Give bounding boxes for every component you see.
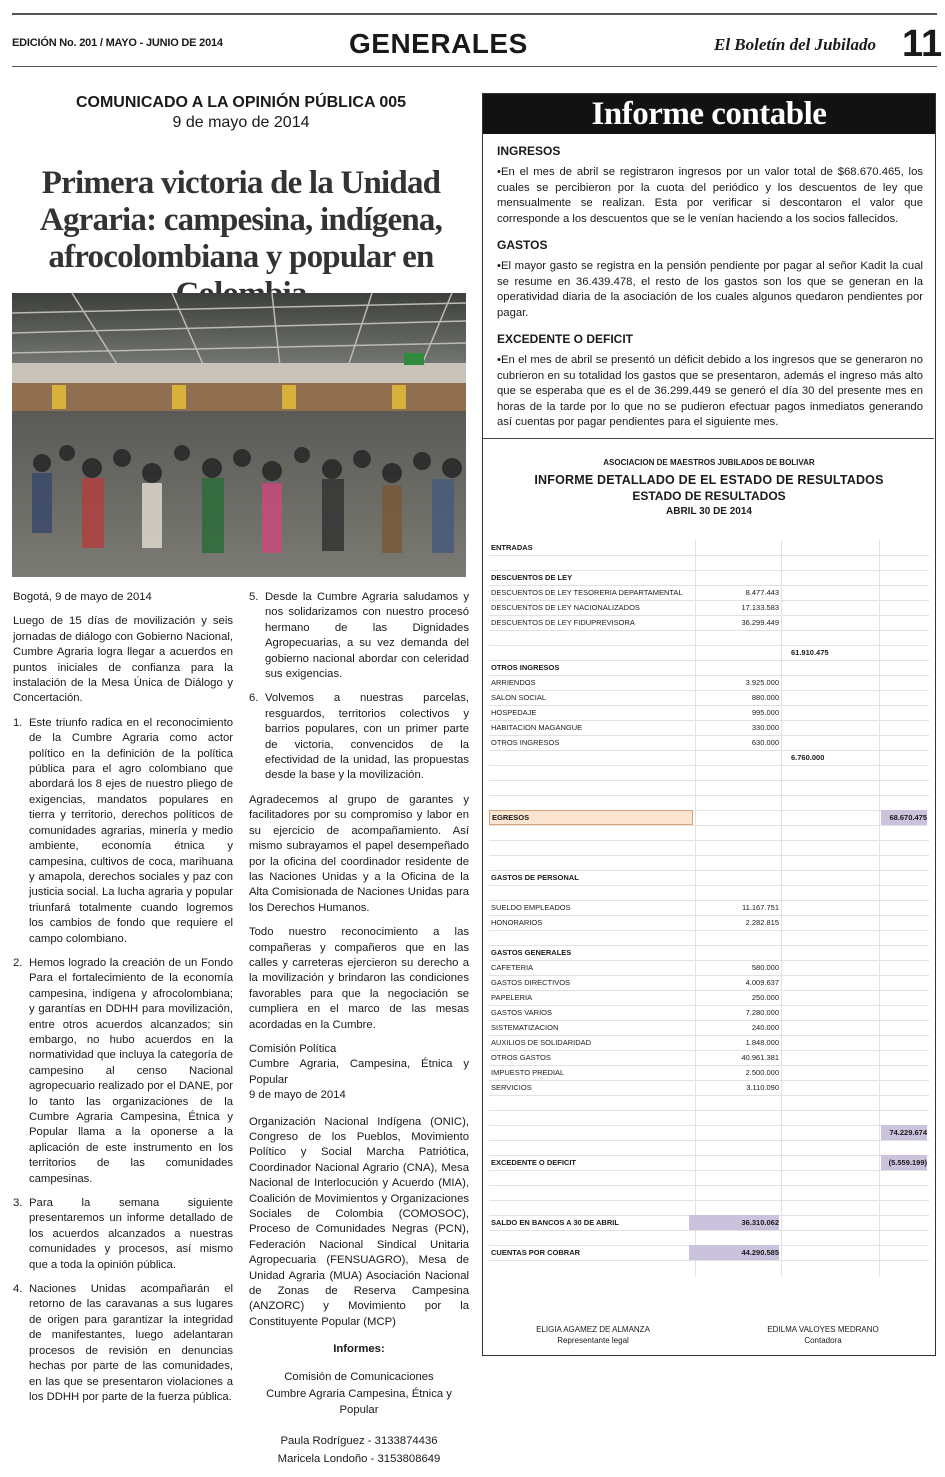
- deficit-heading: EXCEDENTE O DEFICIT: [497, 332, 634, 347]
- table-row: [489, 1080, 929, 1096]
- table-row: [489, 705, 929, 721]
- table-row: [489, 780, 929, 796]
- row-label: ENTRADAS: [491, 543, 533, 552]
- row-value: 61.910.475: [791, 648, 829, 657]
- statement-organization: ASOCIACION DE MAESTROS JUBILADOS DE BOLIVAR: [603, 458, 815, 467]
- article-headline: Primera victoria de la Unidad Agraria: campesina, indígena, afrocolombiana y popular en: [39, 165, 443, 275]
- row-value: 880.000: [751, 693, 779, 702]
- table-row: [489, 735, 929, 751]
- report-body: [483, 134, 935, 431]
- article-kicker-date: 9 de mayo de 2014: [172, 114, 310, 131]
- table-row: [489, 1230, 929, 1246]
- row-value: 8.477.443: [745, 588, 779, 597]
- table-row: [489, 870, 929, 886]
- row-value: 44.290.585: [689, 1245, 779, 1260]
- row-label: HONORARIOS: [491, 918, 543, 927]
- row-label: GASTOS DIRECTIVOS: [491, 978, 571, 987]
- table-row: [489, 1200, 929, 1216]
- table-row: [489, 1095, 929, 1111]
- row-label: GASTOS VARIOS: [491, 1008, 552, 1017]
- table-row: [489, 690, 929, 706]
- publication-name: El Boletín del Jubilado: [714, 35, 876, 54]
- table-row: [489, 930, 929, 946]
- list-item: 4. Naciones Unidas acompañarán el retorno de las caravanas a sus lugares de origen para garantizar la integridad de manifestantes, luego adelantaran procesos de revisión en denuncias hechas por parte de las comunidades, en las que se presentaron violaciones a los DDHH por parte de la fuerza pública.: [13, 1283, 233, 1403]
- deficit-text: •En el mes de abril se presentó un déficit debido a los ingresos que se generaron no cubrieron en su totalidad los gastos que se presentaron, además el ingreso más alto que se esperaba que es el de 36.299.449 se generó el día 30 del presente mes en horas de la tarde por lo que no se pudieron efectuar pagos inmediatos generando así cuentas por pagar pendientes para el siguiente mes.: [497, 354, 923, 429]
- row-label: SUELDO EMPLEADOS: [491, 903, 571, 912]
- row-label: HABITACION MAGANGUE: [491, 723, 583, 732]
- row-value: 330.000: [751, 723, 779, 732]
- row-label: ARRIENDOS: [491, 678, 536, 687]
- row-label: IMPUESTO PREDIAL: [491, 1068, 565, 1077]
- signature-accountant: EDILMA VALOYES MEDRANO Contadora: [767, 1325, 879, 1345]
- list-item: 2. Hemos logrado la creación de un Fondo Para el fortalecimiento de la economía campesina, indígena y afrocolombiana; y garantías en DDHH para movilización, entre otros acuerdos alcanzados; sin embargo, no hubo acuerdos en la normatividad que incluya la categoría de campesino al censo Nacional agropecuario realizado por el DANE, por lo tanto las organizaciones de la Cumbre Agraria Campesina, Étnica y Popular llama a la oponerse a la aplicación de este instrumento en los territorios de las comunidades campesinas.: [13, 956, 233, 1185]
- table-row: [489, 1065, 929, 1081]
- table-row: [489, 975, 929, 991]
- income-statement: [489, 452, 929, 1277]
- table-row: [489, 900, 929, 916]
- row-value: 36.310.062: [689, 1215, 779, 1230]
- article-intro: Luego de 15 días de movilización y seis jornadas de diálogo con Gobierno Nacional, Cumbre Agraria logra llegar a acuerdos en puntos iniciales de confianza para la instalación de la Mesa Única de Diálogo y Concertación.: [13, 615, 233, 705]
- table-row: [489, 750, 929, 766]
- row-label: EXCEDENTE O DEFICIT: [491, 1158, 577, 1167]
- row-label: OTROS INGRESOS: [491, 738, 560, 747]
- article-list-part-1: [13, 716, 233, 1405]
- row-label: SERVICIOS: [491, 1083, 532, 1092]
- row-value: 580.000: [751, 963, 779, 972]
- table-row: [489, 990, 929, 1006]
- ingresos-text: •En el mes de abril se registraron ingresos por un valor total de $68.670.465, los cuales se percibieron por la cuota del periódico y los descuentos de ley que mensualmente se realizan. Esta por verificar si descontaron el valor que corresponde a los descuentos que se le venían haciendo a los socios fallecidos.: [497, 166, 923, 225]
- page-number: 11: [902, 23, 943, 65]
- table-row: [489, 855, 929, 871]
- table-row: [489, 795, 929, 811]
- article-signoff: Comisión Política Cumbre Agraria, Campesina, Étnica y Popular 9 de mayo de 2014: [249, 1042, 469, 1102]
- gastos-heading: GASTOS: [497, 238, 548, 253]
- row-label: HOSPEDAJE: [491, 708, 537, 717]
- row-value: 2.282.815: [745, 918, 779, 927]
- table-row: [489, 915, 929, 931]
- row-value: 630.000: [751, 738, 779, 747]
- row-value: 68.670.475: [881, 810, 927, 825]
- table-row: [489, 615, 929, 631]
- report-title: Informe contable: [483, 94, 935, 134]
- table-row: [489, 720, 929, 736]
- row-value: 74.229.674: [881, 1125, 927, 1140]
- article-dateline: Bogotá, 9 de mayo de 2014: [13, 591, 152, 603]
- row-value: 2.500.000: [745, 1068, 779, 1077]
- table-row: [489, 1140, 929, 1156]
- table-row: [489, 570, 929, 586]
- page-header: [0, 0, 945, 72]
- table-row: [489, 825, 929, 841]
- row-value: 995.000: [751, 708, 779, 717]
- crowd-photo-image: [12, 293, 466, 577]
- list-item: 1. Este triunfo radica en el reconocimiento de la Cumbre Agraria como actor político en la definición de la política pública para el agro colombiano que abordará los 8 ejes de nuestro pliego de exigencias, mandatos populares en tierra y territorio, derechos políticos de comunidades agrarias, minería y medio ambiente, economía étnica y campesina, cultivos de coca, marihuana y amapola, derechos sociales y paz con justicia social. La lucha agraria y popular triunfará totalmente cuando logremos los cambios de fondo que requiere el campo colombiano.: [13, 716, 233, 945]
- header-bottom-rule: [12, 66, 937, 67]
- row-value: 4.009.637: [745, 978, 779, 987]
- table-row: [489, 810, 929, 826]
- table-row: [489, 1125, 929, 1141]
- row-label: AUXILIOS DE SOLIDARIDAD: [491, 1038, 592, 1047]
- ingresos-heading: INGRESOS: [497, 144, 561, 158]
- table-row: [489, 1050, 929, 1066]
- table-row: [489, 540, 929, 556]
- row-label: CUENTAS POR COBRAR: [491, 1248, 581, 1257]
- article: [10, 90, 472, 1466]
- header-top-rule: [12, 13, 937, 15]
- row-value: 3.925.000: [745, 678, 779, 687]
- row-label: SALON SOCIAL: [491, 693, 547, 702]
- article-thanks: Agradecemos al grupo de garantes y facilitadores por su compromiso y labor en su ejercicio de acompañamiento. Así mismo subrayamos el papel desempeñado por la oficina del coordinador residente de las Naciones Unidas y a la Oficina de la Alta Comisionada de Naciones Unidas para los Derechos Humanos.: [249, 793, 469, 914]
- article-column-1: [13, 590, 233, 1414]
- article-organizations: Organización Nacional Indígena (ONIC), Congreso de los Pueblos, Movimiento Político y Social Marcha Patriótica, Coordinador Nacional Agrario (CNA), Mesa Nacional de Interlocución y Acuerdo (MIA), Coalición de Movimientos y Organizaciones Sociales de Colombia (COMOSOC), Proceso de Comunidades Negras (PCN), Federación Nacional Sindical Unitaria Agropecuaria (FENSUAGRO), Mesa de Unidad Agraria (MUA) Asociación Nacional de Zonas de Reserva Campesina (ANZORC) y Movimiento por la Constituyente Popular (MCP): [249, 1115, 469, 1328]
- table-row: [489, 1020, 929, 1036]
- row-label: DESCUENTOS DE LEY FIDUPREVISORA: [491, 618, 635, 627]
- statement-title: INFORME DETALLADO DE EL ESTADO DE RESULTADOS: [534, 473, 884, 487]
- table-row: [489, 960, 929, 976]
- statement-subtitle: ESTADO DE RESULTADOS: [632, 489, 786, 503]
- statement-date: ABRIL 30 DE 2014: [666, 506, 752, 517]
- accounting-report: [482, 93, 936, 1356]
- contact-committee: Comisión de Comunicaciones: [284, 1370, 434, 1383]
- signature-legal-rep: ELIGIA AGAMEZ DE ALMANZA Representante legal: [536, 1325, 650, 1345]
- contact-person-1: Paula Rodríguez - 3133874436: [280, 1434, 438, 1447]
- row-value: 240.000: [751, 1023, 779, 1032]
- section-title: GENERALES: [349, 28, 528, 59]
- row-value: 11.167.751: [742, 903, 779, 912]
- row-value: 1.848.000: [745, 1038, 779, 1047]
- list-item: 3. Para la semana siguiente presentaremos un informe detallado de los acuerdos alcanzados a nuestras comunidades y procesos, así mismo que a toda la opinión pública.: [13, 1197, 233, 1271]
- table-row: [489, 1215, 929, 1231]
- table-row: [489, 630, 929, 646]
- row-label: GASTOS GENERALES: [491, 948, 572, 957]
- article-recognition: Todo nuestro reconocimiento a las compañeras y compañeros que en las calles y carreteras ejercieron su derecho a la movilización y brindaron las condiciones favorables para que la negociación se cumpliera en el marco de las mesas acordadas en la Cumbre.: [249, 926, 469, 1031]
- row-label: DESCUENTOS DE LEY TESORERIA DEPARTAMENTAL: [491, 588, 683, 597]
- row-value: 7.280.000: [745, 1008, 779, 1017]
- table-row: [489, 885, 929, 901]
- row-value: 40.961.381: [741, 1053, 779, 1062]
- table-row: [489, 945, 929, 961]
- list-item: 5. Desde la Cumbre Agraria saludamos y nos solidarizamos con nuestro procesó hermano de las Dignidades Agropecuarias, a su vez demanda del gobierno nacional abordar con celeridad sus exigencias.: [249, 591, 469, 681]
- row-value: 6.760.000: [791, 753, 825, 762]
- table-row: [489, 1170, 929, 1186]
- report-divider: [483, 438, 934, 439]
- article-kicker: COMUNICADO A LA OPINIÓN PÚBLICA 005: [75, 94, 407, 111]
- contact-person-2: Maricela Londoño - 3153808649: [277, 1453, 441, 1466]
- table-row: [489, 1185, 929, 1201]
- edition-label: EDICIÓN No. 201 / MAYO - JUNIO DE 2014: [12, 37, 223, 49]
- crowd-photo: [12, 293, 466, 577]
- row-label: PAPELERIA: [491, 993, 533, 1002]
- row-value: 3.110.090: [746, 1083, 779, 1092]
- row-label: CAFETERIA: [491, 963, 534, 972]
- table-row: [489, 1155, 929, 1171]
- contact-organization: Cumbre Agraria Campesina, Étnica y Popular: [266, 1388, 452, 1416]
- row-value: 36.299.449: [741, 618, 779, 627]
- row-label: GASTOS DE PERSONAL: [491, 873, 579, 882]
- table-row: [489, 840, 929, 856]
- table-row: [489, 1245, 929, 1261]
- informes-heading: Informes:: [333, 1343, 385, 1356]
- row-value: 17.133.583: [741, 603, 779, 612]
- row-label: DESCUENTOS DE LEY: [491, 573, 573, 582]
- gastos-text: •El mayor gasto se registra en la pensión pendiente por pagar al señor Kadit la cual se resume en 36.439.478, el resto de los gastos son los que se generan en la operatividad diaria de la asociación de los cuales algunos quedaron pendientes por pagar.: [497, 260, 923, 319]
- table-row: [489, 600, 929, 616]
- table-row: [489, 1110, 929, 1126]
- table-row: [489, 1005, 929, 1021]
- row-label: OTROS INGRESOS: [491, 663, 560, 672]
- row-value: (5.559.199): [881, 1155, 927, 1170]
- row-value: 250.000: [751, 993, 779, 1002]
- table-row: [489, 555, 929, 571]
- table-row: [489, 765, 929, 781]
- table-row: [489, 1035, 929, 1051]
- row-label: OTROS GASTOS: [491, 1053, 551, 1062]
- row-label: SALDO EN BANCOS A 30 DE ABRIL: [491, 1218, 619, 1227]
- row-label: SISTEMATIZACION: [491, 1023, 559, 1032]
- row-label: EGRESOS: [489, 810, 693, 825]
- list-item: 6. Volvemos a nuestras parcelas, resguardos, territorios colectivos y barrios populares, con un primer parte de victoria, convencidos de la efectividad de la unidad, las propuestas desde la base y la movilización.: [249, 692, 469, 782]
- table-row: [489, 645, 929, 661]
- table-row: [489, 585, 929, 601]
- row-label: DESCUENTOS DE LEY NACIONALIZADOS: [491, 603, 640, 612]
- article-list-part-2: [249, 590, 469, 784]
- table-row: [489, 675, 929, 691]
- table-row: [489, 660, 929, 676]
- article-column-2: [249, 590, 469, 1477]
